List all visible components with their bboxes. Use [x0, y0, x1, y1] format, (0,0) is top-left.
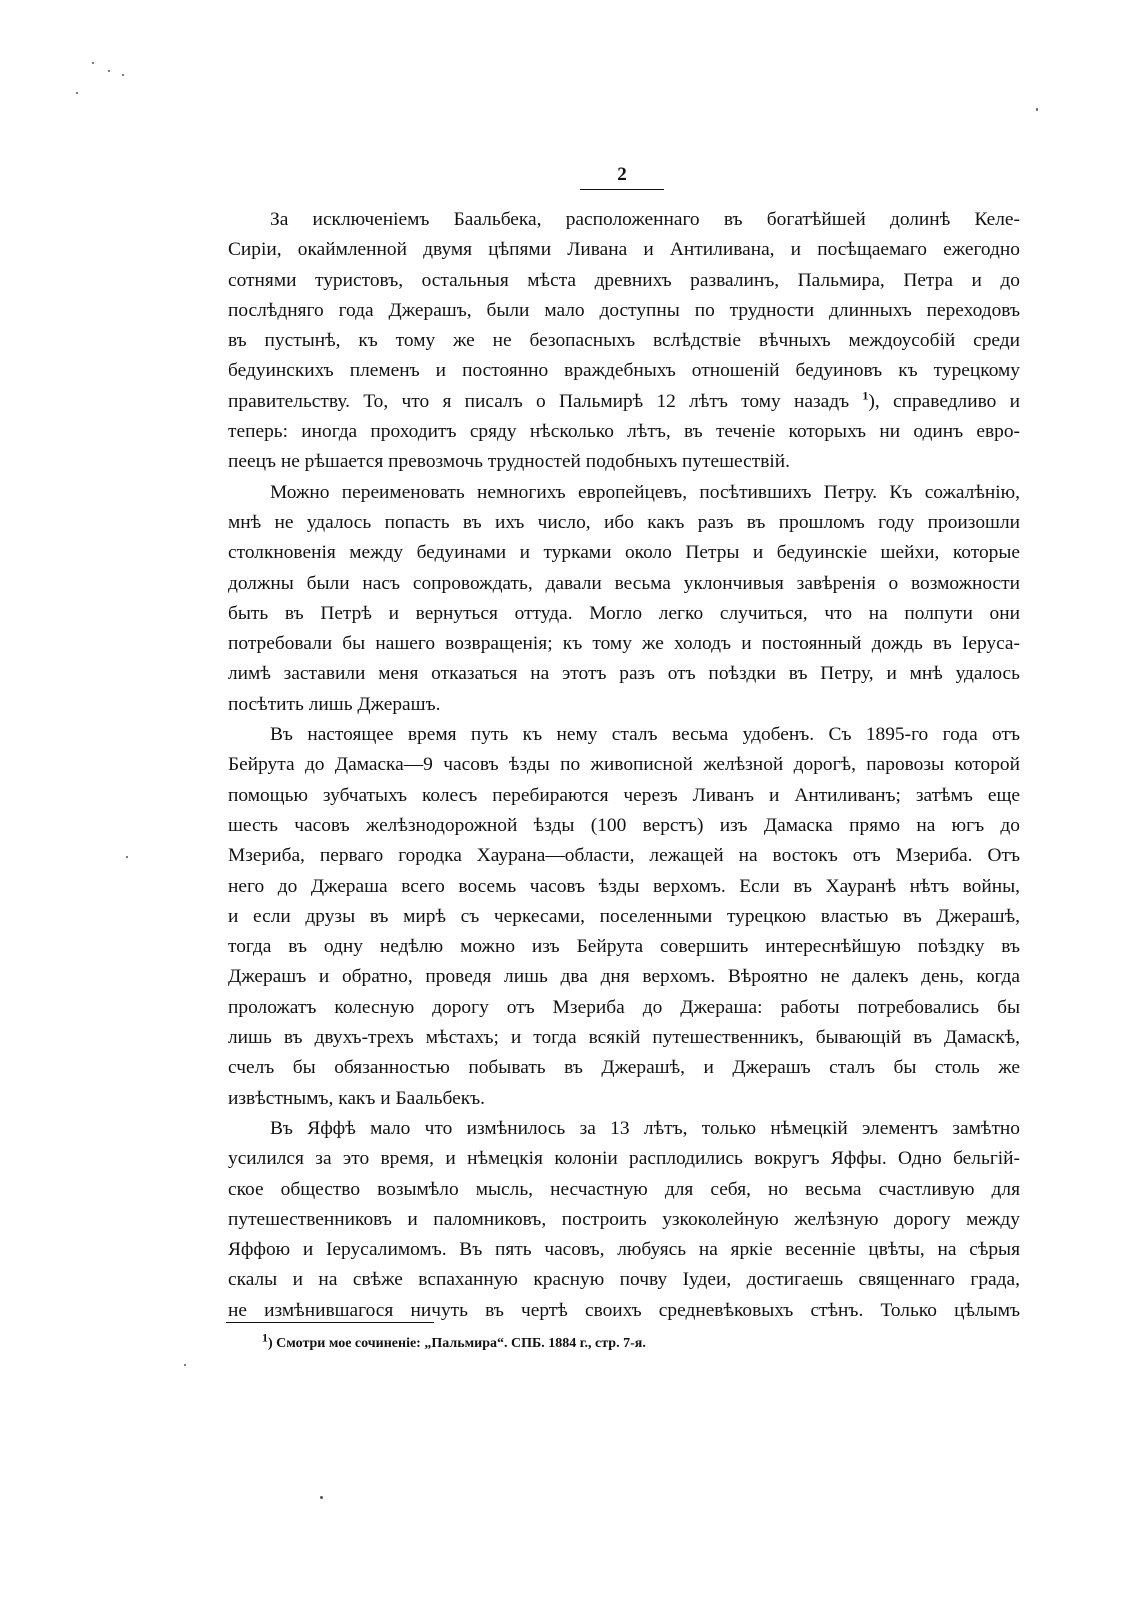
- text-line: не измѣнившагося ничуть въ чертѣ своихъ средневѣковыхъ стѣнъ. Только цѣлымъ: [228, 1299, 1020, 1321]
- text-line: лишь въ двухъ-трехъ мѣстахъ; и тогда всякій путешественникъ, бывающій въ Дамаскѣ,: [228, 1027, 1020, 1049]
- text-line: Мзериба, перваго городка Хаурана—области, лежащей на востокъ отъ Мзериба. Отъ: [228, 845, 1020, 867]
- text-line: помощью зубчатыхъ колесъ перебираются черезъ Ливанъ и Антиливанъ; затѣмъ еще: [228, 784, 1020, 806]
- text-line: усилился за это время, и нѣмецкія колоніи расплодились вокругъ Яффы. Одно бельгій-: [228, 1148, 1020, 1170]
- scan-speck: [76, 92, 78, 94]
- text-line: посѣтить лишь Джерашъ.: [228, 693, 441, 715]
- text-line: сотнями туристовъ, остальныя мѣста древнихъ развалинъ, Пальмира, Петра и до: [228, 269, 1020, 291]
- text-line: и если друзы въ мирѣ съ черкесами, поселенными турецкою властью въ Джерашѣ,: [228, 905, 1020, 927]
- scan-speck: [1036, 108, 1038, 111]
- text-line: Джерашъ и обратно, проведя лишь два дня верхомъ. Вѣроятно не далекъ день, когда: [228, 966, 1020, 988]
- page-number-rule: [580, 189, 664, 190]
- scan-speck: [122, 74, 124, 76]
- text-line: него до Джераша всего восемь часовъ ѣзды верхомъ. Если въ Хауранѣ нѣтъ войны,: [228, 875, 1020, 897]
- text-line-part: ), справедливо и: [868, 390, 1020, 412]
- footnote-rule: [226, 1322, 434, 1323]
- text-line: шесть часовъ желѣзнодорожной ѣзды (100 верстъ) изъ Дамаска прямо на югъ до: [228, 814, 1020, 836]
- text-line: мнѣ не удалось попасть въ ихъ число, ибо какъ разъ въ прошломъ году произошли: [228, 511, 1020, 533]
- text-line-with-footnote-ref: [228, 387, 1020, 417]
- text-line: Яффою и Іерусалимомъ. Въ пять часовъ, любуясь на яркіе весенніе цвѣты, на сѣрыя: [228, 1239, 1020, 1261]
- text-line-part: правительству. То, что я писалъ о Пальмирѣ 12 лѣтъ тому назадъ: [228, 390, 850, 412]
- text-line: ское общество возымѣло мысль, несчастную для себя, но весьма счастливую для: [228, 1178, 1020, 1200]
- text-line: теперь: иногда проходитъ сряду нѣсколько лѣтъ, въ теченіе которыхъ ни одинъ евро-: [228, 421, 1020, 443]
- text-line: проложатъ колесную дорогу отъ Мзериба до Джераша: работы потребовались бы: [228, 996, 1020, 1018]
- scan-speck: [184, 1364, 186, 1366]
- text-line: послѣдняго года Джерашъ, были мало доступны по трудности длинныхъ переходовъ: [228, 299, 1020, 321]
- text-line: быть въ Петрѣ и вернуться оттуда. Могло легко случиться, что на полпути они: [228, 602, 1020, 624]
- text-line: въ пустынѣ, къ тому же не безопасныхъ вслѣдствіе вѣчныхъ междоусобій среди: [228, 330, 1020, 352]
- footnote-text: Смотри мое сочиненіе: „Пальмира“. СПБ. 1884 г., стр. 7-я.: [276, 1336, 646, 1351]
- text-line: должны были насъ сопровождать, давали весьма уклончивыя завѣренія о возможности: [228, 572, 1020, 594]
- text-line: скалы и на свѣже вспаханную красную почву Іудеи, достигаешь священнаго града,: [228, 1269, 1020, 1291]
- text-line: потребовали бы нашего возвращенія; къ тому же холодъ и постоянный дождь въ Іеруса-: [228, 633, 1020, 655]
- text-line: Можно переименовать немногихъ европейцевъ, посѣтившихъ Петру. Къ сожалѣнію,: [270, 481, 1020, 503]
- text-line: бедуинскихъ племенъ и постоянно враждебныхъ отношеній бедуиновъ къ турецкому: [228, 360, 1020, 382]
- footnote-paren: ): [268, 1336, 277, 1351]
- text-line: За исключеніемъ Баальбека, расположеннаго въ богатѣйшей долинѣ Келе-: [270, 209, 1020, 230]
- text-line: пеецъ не рѣшается превозмочь трудностей подобныхъ путешествій.: [228, 451, 790, 473]
- footnote-marker: 1: [262, 1330, 268, 1345]
- scan-speck: [126, 856, 128, 858]
- scan-speck: [108, 70, 110, 72]
- footnote: [262, 1330, 646, 1353]
- text-line: извѣстнымъ, какъ и Баальбекъ.: [228, 1087, 486, 1109]
- text-line: Въ Яффѣ мало что измѣнилось за 13 лѣтъ, только нѣмецкій элементъ замѣтно: [270, 1117, 1020, 1139]
- text-line: лимѣ заставили меня отказаться на этотъ разъ отъ поѣздки въ Петру, и мнѣ удалось: [228, 663, 1020, 685]
- scan-speck: [320, 1496, 323, 1499]
- text-line: тогда въ одну недѣлю можно изъ Бейрута совершить интереснѣйшую поѣздку въ: [228, 936, 1020, 958]
- text-line: Сиріи, окаймленной двумя цѣпями Ливана и Антиливана, и посѣщаемаго ежегодно: [228, 239, 1020, 261]
- text-line: путешественниковъ и паломниковъ, построить узкоколейную желѣзную дорогу между: [228, 1208, 1020, 1230]
- scan-speck: [92, 62, 94, 64]
- body-text: [228, 205, 1020, 1326]
- text-line: счелъ бы обязанностью побывать въ Джерашѣ, и Джерашъ сталъ бы столь же: [228, 1057, 1020, 1079]
- text-line: Въ настоящее время путь къ нему сталъ весьма удобенъ. Съ 1895-го года отъ: [270, 724, 1020, 746]
- page-number: 2: [617, 164, 627, 185]
- text-line: Бейрута до Дамаска—9 часовъ ѣзды по живописной желѣзной дорогѣ, паровозы которой: [228, 754, 1020, 776]
- footnote-reference: 1: [862, 388, 869, 403]
- text-line: столкновенія между бедуинами и турками около Петры и бедуинскіе шейхи, которые: [228, 542, 1020, 564]
